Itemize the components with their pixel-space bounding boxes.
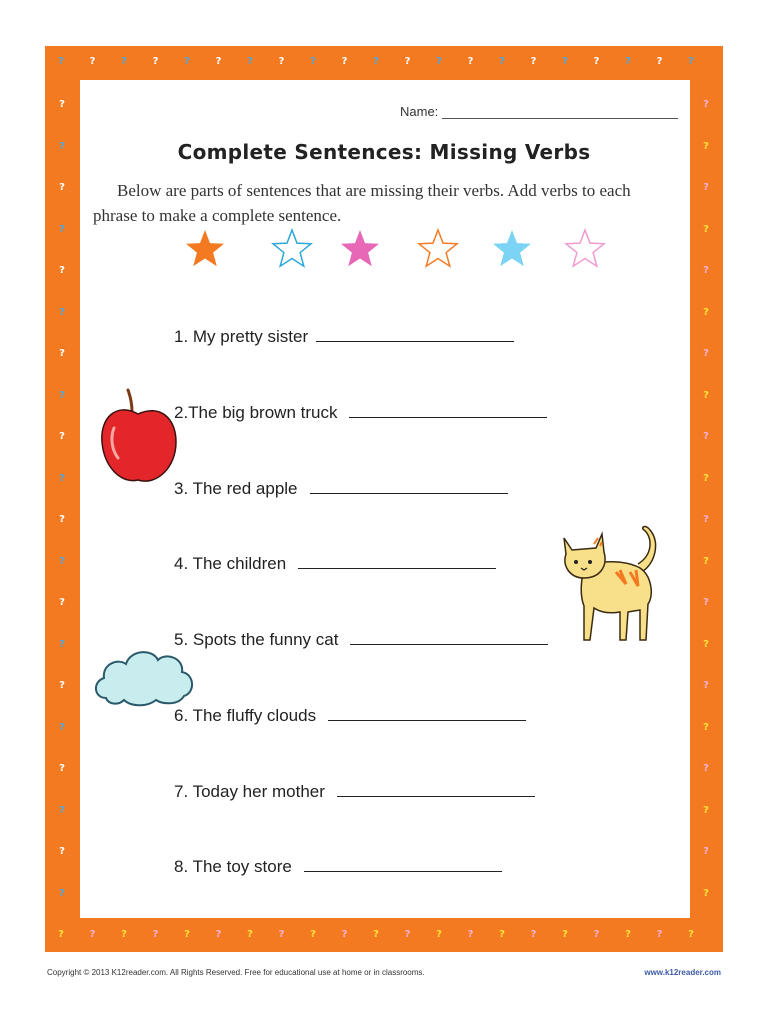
question-mark-icon: ? bbox=[703, 431, 709, 442]
sentence-8 bbox=[174, 857, 502, 877]
question-mark-icon: ? bbox=[499, 929, 505, 940]
star-icon bbox=[566, 230, 604, 266]
question-mark-icon: ? bbox=[703, 804, 709, 816]
question-mark-icon: ? bbox=[59, 223, 65, 235]
question-mark-icon: ? bbox=[530, 929, 537, 940]
question-mark-icon: ? bbox=[703, 223, 709, 235]
question-mark-icon: ? bbox=[341, 56, 348, 67]
question-mark-icon: ? bbox=[247, 56, 253, 67]
question-mark-icon: ? bbox=[310, 929, 316, 940]
question-mark-icon: ? bbox=[562, 929, 568, 940]
question-mark-icon: ? bbox=[59, 846, 65, 857]
question-mark-icon: ? bbox=[341, 929, 348, 940]
question-mark-icon: ? bbox=[625, 56, 631, 67]
question-mark-icon: ? bbox=[467, 929, 474, 940]
sentence-7 bbox=[174, 782, 535, 802]
question-mark-icon: ? bbox=[59, 348, 65, 359]
question-mark-icon: ? bbox=[59, 887, 65, 899]
question-mark-icon: ? bbox=[59, 804, 65, 816]
question-mark-icon: ? bbox=[152, 56, 159, 67]
question-mark-icon: ? bbox=[688, 56, 694, 67]
question-mark-icon: ? bbox=[703, 846, 709, 857]
sentence-text: 7. Today her mother bbox=[174, 782, 325, 801]
question-mark-icon: ? bbox=[58, 929, 64, 940]
question-mark-icon: ? bbox=[215, 929, 222, 940]
question-mark-icon: ? bbox=[59, 763, 65, 774]
name-line[interactable] bbox=[442, 106, 678, 119]
question-mark-icon: ? bbox=[89, 56, 96, 67]
sentence-6 bbox=[174, 706, 526, 726]
question-mark-icon: ? bbox=[59, 140, 65, 152]
question-mark-icon: ? bbox=[703, 597, 709, 608]
question-mark-icon: ? bbox=[562, 56, 568, 67]
question-mark-icon: ? bbox=[278, 56, 285, 67]
question-mark-icon: ? bbox=[59, 638, 65, 650]
star-icon bbox=[186, 230, 224, 266]
answer-blank[interactable] bbox=[298, 554, 496, 569]
question-mark-icon: ? bbox=[467, 56, 474, 67]
question-mark-icon: ? bbox=[703, 721, 709, 733]
question-mark-icon: ? bbox=[59, 99, 65, 110]
question-mark-icon: ? bbox=[593, 56, 600, 67]
question-mark-icon: ? bbox=[499, 56, 505, 67]
question-mark-icon: ? bbox=[703, 306, 709, 318]
question-mark-icon: ? bbox=[593, 929, 600, 940]
question-mark-icon: ? bbox=[89, 929, 96, 940]
instructions: Below are parts of sentences that are missing their verbs. Add verbs to each phrase to make a complete sentence. bbox=[93, 181, 631, 225]
question-mark-icon: ? bbox=[436, 929, 442, 940]
question-mark-icon: ? bbox=[656, 56, 663, 67]
sentence-text: 2.The big brown truck bbox=[174, 403, 338, 422]
cat-icon bbox=[556, 522, 666, 646]
question-mark-icon: ? bbox=[59, 680, 65, 691]
question-mark-icon: ? bbox=[703, 555, 709, 567]
star-icon bbox=[273, 230, 311, 266]
question-mark-icon: ? bbox=[703, 638, 709, 650]
question-mark-icon: ? bbox=[373, 929, 379, 940]
question-mark-icon: ? bbox=[58, 56, 64, 67]
question-mark-icon: ? bbox=[247, 929, 253, 940]
sentence-3 bbox=[174, 479, 508, 499]
sentence-text: 8. The toy store bbox=[174, 857, 292, 876]
answer-blank[interactable] bbox=[316, 327, 514, 342]
site-link[interactable]: www.k12reader.com bbox=[644, 968, 721, 977]
question-mark-icon: ? bbox=[59, 182, 65, 193]
question-mark-icon: ? bbox=[59, 472, 65, 484]
question-mark-icon: ? bbox=[703, 389, 709, 401]
question-mark-icon: ? bbox=[152, 929, 159, 940]
name-label: Name: bbox=[400, 104, 439, 119]
star-icon bbox=[493, 230, 531, 266]
star-icon bbox=[419, 230, 457, 266]
question-mark-icon: ? bbox=[530, 56, 537, 67]
question-mark-icon: ? bbox=[184, 929, 190, 940]
question-mark-icon: ? bbox=[703, 348, 709, 359]
question-mark-icon: ? bbox=[59, 555, 65, 567]
question-mark-icon: ? bbox=[121, 929, 127, 940]
sentence-text: 1. My pretty sister bbox=[174, 327, 309, 346]
sentence-4 bbox=[174, 554, 496, 574]
question-mark-icon: ? bbox=[121, 56, 127, 67]
star-row bbox=[0, 222, 768, 282]
sentence-text: 6. The fluffy clouds bbox=[174, 706, 317, 725]
answer-blank[interactable] bbox=[328, 706, 526, 721]
answer-blank[interactable] bbox=[310, 479, 508, 494]
question-mark-icon: ? bbox=[703, 140, 709, 152]
question-mark-icon: ? bbox=[184, 56, 190, 67]
sentence-text: 4. The children bbox=[174, 554, 287, 573]
sentence-text: 5. Spots the funny cat bbox=[174, 630, 339, 649]
question-mark-icon: ? bbox=[59, 597, 65, 608]
question-mark-icon: ? bbox=[59, 265, 65, 276]
question-mark-icon: ? bbox=[373, 56, 379, 67]
question-mark-icon: ? bbox=[703, 887, 709, 899]
answer-blank[interactable] bbox=[349, 403, 547, 418]
question-mark-icon: ? bbox=[656, 929, 663, 940]
question-mark-icon: ? bbox=[310, 56, 316, 67]
question-mark-icon: ? bbox=[703, 265, 709, 276]
star-icon bbox=[341, 230, 379, 266]
question-mark-icon: ? bbox=[59, 721, 65, 733]
sentence-1 bbox=[174, 327, 514, 347]
sentence-2 bbox=[174, 403, 547, 423]
answer-blank[interactable] bbox=[350, 630, 548, 645]
sentence-text: 3. The red apple bbox=[174, 479, 298, 498]
question-mark-icon: ? bbox=[59, 389, 65, 401]
copyright-text: Copyright © 2013 K12reader.com. All Rights Reserved. Free for educational use at home or in classrooms. bbox=[47, 968, 425, 977]
question-mark-icon: ? bbox=[625, 929, 631, 940]
question-mark-icon: ? bbox=[436, 56, 442, 67]
question-mark-icon: ? bbox=[703, 514, 709, 525]
question-mark-icon: ? bbox=[703, 99, 709, 110]
question-mark-icon: ? bbox=[59, 431, 65, 442]
question-mark-icon: ? bbox=[703, 182, 709, 193]
sentence-5 bbox=[174, 630, 548, 650]
apple-icon bbox=[98, 388, 182, 488]
question-mark-icon: ? bbox=[404, 56, 411, 67]
question-mark-icon: ? bbox=[59, 514, 65, 525]
question-mark-icon: ? bbox=[59, 306, 65, 318]
page-title: Complete Sentences: Missing Verbs bbox=[177, 140, 591, 164]
answer-blank[interactable] bbox=[304, 857, 502, 872]
question-mark-icon: ? bbox=[688, 929, 694, 940]
name-field[interactable] bbox=[400, 104, 678, 119]
question-mark-icon: ? bbox=[278, 929, 285, 940]
cloud-icon bbox=[92, 646, 196, 710]
question-mark-icon: ? bbox=[703, 680, 709, 691]
question-mark-icon: ? bbox=[215, 56, 222, 67]
question-mark-icon: ? bbox=[703, 763, 709, 774]
question-mark-icon: ? bbox=[703, 472, 709, 484]
answer-blank[interactable] bbox=[337, 782, 535, 797]
question-mark-icon: ? bbox=[404, 929, 411, 940]
